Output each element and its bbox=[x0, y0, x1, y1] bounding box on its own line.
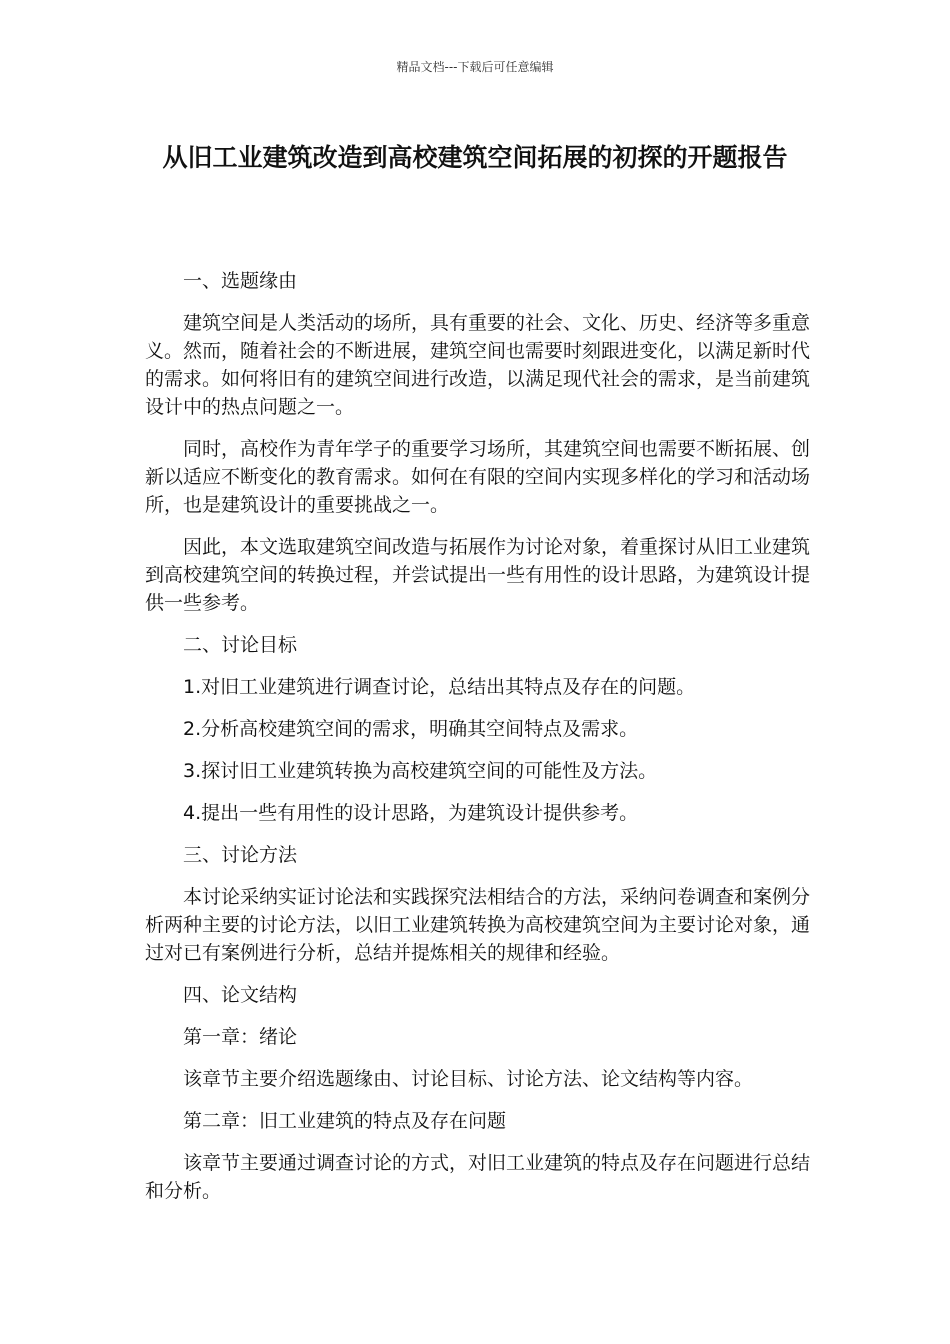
body-paragraph: 因此，本文选取建筑空间改造与拓展作为讨论对象，着重探讨从旧工业建筑到高校建筑空间的转换过程，并尝试提出一些有用性的设计思路，为建筑设计提供一些参考。 bbox=[145, 536, 811, 614]
header-note: 精品文档---下载后可任意编辑 bbox=[396, 60, 554, 74]
body-paragraph: 该章节主要通过调查讨论的方式，对旧工业建筑的特点及存在问题进行总结和分析。 bbox=[145, 1152, 811, 1202]
section-heading-research-goals: 二、讨论目标 bbox=[183, 634, 298, 656]
list-item-goal-1: 1.对旧工业建筑进行调查讨论，总结出其特点及存在的问题。 bbox=[183, 676, 696, 698]
list-item-goal-2: 2.分析高校建筑空间的需求，明确其空间特点及需求。 bbox=[183, 718, 639, 740]
body-paragraph: 同时，高校作为青年学子的重要学习场所，其建筑空间也需要不断拓展、创新以适应不断变化的教育需求。如何在有限的空间内实现多样化的学习和活动场所，也是建筑设计的重要挑战之一。 bbox=[145, 438, 811, 516]
body-paragraph: 该章节主要介绍选题缘由、讨论目标、讨论方法、论文结构等内容。 bbox=[183, 1068, 754, 1090]
section-heading-thesis-structure: 四、论文结构 bbox=[183, 984, 298, 1006]
list-item-goal-4: 4.提出一些有用性的设计思路，为建筑设计提供参考。 bbox=[183, 802, 639, 824]
section-heading-topic-origin: 一、选题缘由 bbox=[183, 270, 298, 292]
body-paragraph: 建筑空间是人类活动的场所，具有重要的社会、文化、历史、经济等多重意义。然而，随着社会的不断进展，建筑空间也需要时刻跟进变化，以满足新时代的需求。如何将旧有的建筑空间进行改造，以满足现代社会的需求，是当前建筑设计中的热点问题之一。 bbox=[145, 312, 811, 418]
chapter-heading-2: 第二章：旧工业建筑的特点及存在问题 bbox=[183, 1110, 507, 1132]
chapter-heading-1: 第一章：绪论 bbox=[183, 1026, 298, 1048]
document-body bbox=[145, 267, 810, 1219]
body-paragraph: 本讨论采纳实证讨论法和实践探究法相结合的方法，采纳问卷调查和案例分析两种主要的讨论方法，以旧工业建筑转换为高校建筑空间为主要讨论对象，通过对已有案例进行分析，总结并提炼相关的规律和经验。 bbox=[145, 886, 811, 964]
list-item-goal-3: 3.探讨旧工业建筑转换为高校建筑空间的可能性及方法。 bbox=[183, 760, 658, 782]
document-title: 从旧工业建筑改造到高校建筑空间拓展的初探的开题报告 bbox=[162, 143, 788, 172]
section-heading-research-methods: 三、讨论方法 bbox=[183, 844, 298, 866]
